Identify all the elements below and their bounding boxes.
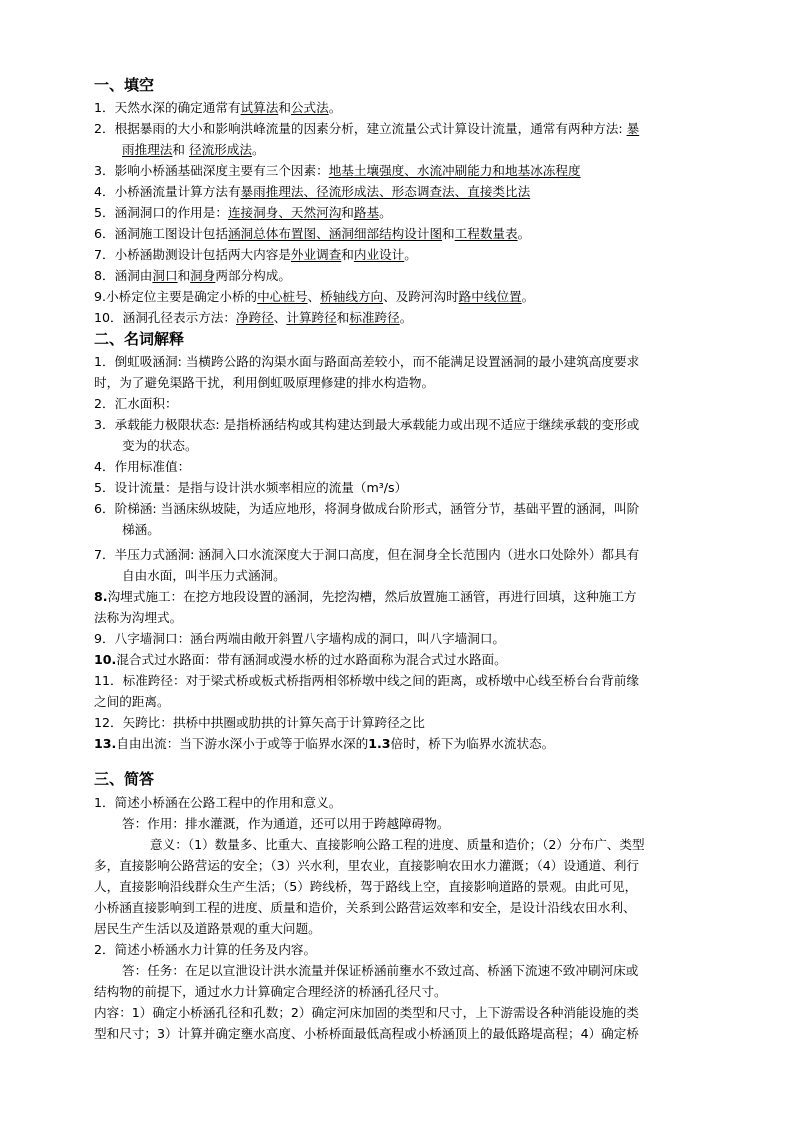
fill-item-5: 5．涵洞洞口的作用是：连接洞身、天然河沟和路基。 bbox=[94, 205, 392, 220]
term-item-13: 13.自由出流：当下游水深小于或等于临界水深的1.3倍时，桥下为临界水流状态。 bbox=[94, 736, 555, 751]
term-item-1-cont: 时，为了避免渠路干扰，利用倒虹吸原理修建的排水构造物。 bbox=[94, 375, 435, 390]
question-1: 1．简述小桥涵在公路工程中的作用和意义。 bbox=[94, 795, 342, 810]
fill-item-3: 3．影响小桥涵基础深度主要有三个因素：地基土壤强度、水流冲刷能力和地基冰冻程度 bbox=[94, 163, 581, 178]
section-short-answer-title: 三、简答 bbox=[94, 770, 155, 788]
answer-1-meaning-cont-4: 居民生产生活以及道路景观的重大问题。 bbox=[94, 921, 321, 936]
term-item-11: 11．标准跨径：对于梁式桥或板式桥指两相邻桥墩中线之间的距离，或桥墩中心线至桥台台背前缘 bbox=[94, 673, 639, 688]
fill-item-1: 1．天然水深的确定通常有试算法和公式法。 bbox=[94, 100, 342, 115]
fill-item-4: 4．小桥涵流量计算方法有暴雨推理法、径流形成法、形态调查法、直接类比法 bbox=[94, 184, 531, 199]
answer-2-content-cont: 型和尺寸；3）计算并确定壅水高度、小桥桥面最低高程或小桥涵顶上的最低路堤高程；4）确定桥 bbox=[94, 1026, 639, 1041]
answer-2-task: 答：任务：在足以宣泄设计洪水流量并保证桥涵前壅水不致过高、桥涵下流速不致冲刷河床或 bbox=[122, 963, 639, 978]
term-item-3-cont: 变为的状态。 bbox=[122, 438, 198, 453]
term-item-12: 12．矢跨比：拱桥中拱圈或肋拱的计算矢高于计算跨径之比 bbox=[94, 715, 425, 730]
term-item-5: 5．设计流量：是指与设计洪水频率相应的流量（m³/s） bbox=[94, 480, 408, 495]
term-item-7-cont: 自由水面，叫半压力式涵洞。 bbox=[122, 568, 286, 583]
term-item-2: 2．汇水面积： bbox=[94, 396, 178, 411]
answer-1-function: 答：作用：排水灌溉，作为通道，还可以用于跨越障碍物。 bbox=[122, 816, 450, 831]
term-item-10: 10.混合式过水路面：带有涵洞或漫水桥的过水路面称为混合式过水路面。 bbox=[94, 652, 507, 667]
term-item-1: 1．倒虹吸涵洞: 当横跨公路的沟渠水面与路面高差较小，而不能满足设置涵洞的最小建筑高度要求 bbox=[94, 354, 640, 369]
answer-2-content: 内容：1）确定小桥涵孔径和孔数；2）确定河床加固的类型和尺寸，上下游需设各种消能设施的类 bbox=[94, 1005, 639, 1020]
answer-1-meaning-cont-2: 人，直接影响沿线群众生产生活；（5）跨线桥，驾于路线上空，直接影响道路的景观。由此可见， bbox=[94, 879, 638, 894]
fill-item-2: 2．根据暴雨的大小和影响洪峰流量的因素分析，建立流量公式计算设计流量，通常有两种方法: 暴 bbox=[94, 121, 640, 136]
fill-item-7: 7．小桥涵勘测设计包括两大内容是外业调查和内业设计。 bbox=[94, 247, 417, 262]
term-item-7: 7．半压力式涵洞: 涵洞入口水流深度大于洞口高度，但在洞身全长范围内（进水口处除外）都具有 bbox=[94, 547, 640, 562]
term-item-4: 4．作用标准值： bbox=[94, 459, 191, 474]
fill-item-10: 10．涵洞孔径表示方法：净跨径、计算跨径和标准跨径。 bbox=[94, 310, 413, 325]
section-terms-title: 二、名词解释 bbox=[94, 330, 185, 348]
term-item-8-cont: 法称为沟埋式。 bbox=[94, 610, 183, 625]
fill-item-9: 9.小桥定位主要是确定小桥的中心桩号、桥轴线方向、及跨河沟时路中线位置。 bbox=[94, 289, 535, 304]
answer-1-meaning-cont-1: 多，直接影响公路营运的安全；（3）兴水利，里农业，直接影响农田水力灌溉；（4）设通道、利行 bbox=[94, 858, 639, 873]
question-2: 2．简述小桥涵水力计算的任务及内容。 bbox=[94, 942, 317, 957]
fill-item-8: 8．涵洞由洞口和洞身两部分构成。 bbox=[94, 268, 291, 283]
answer-2-task-cont: 结构物的前提下，通过水力计算确定合理经济的桥涵孔径尺寸。 bbox=[94, 984, 447, 999]
document-page bbox=[94, 74, 706, 1044]
answer-1-meaning: 意义：（1）数量多、比重大、直接影响公路工程的进度、质量和造价；（2）分布广、类型 bbox=[150, 837, 645, 852]
term-item-11-cont: 之间的距离。 bbox=[94, 694, 170, 709]
answer-1-meaning-cont-3: 小桥涵直接影响到工程的进度、质量和造价，关系到公路营运效率和安全，是设计沿线农田水利、 bbox=[94, 900, 636, 915]
term-item-9: 9．八字墙洞口：涵台两端由敞开斜置八字墙构成的洞口，叫八字墙洞口。 bbox=[94, 631, 506, 646]
term-item-8: 8.沟埋式施工：在挖方地段设置的涵洞，先挖沟槽，然后放置施工涵管，再进行回填，这种施工方 bbox=[94, 589, 637, 604]
term-item-6-cont: 梯涵。 bbox=[122, 522, 160, 537]
term-item-6: 6．阶梯涵: 当涵床纵坡陡，为适应地形，将洞身做成台阶形式，涵管分节，基础平置的涵洞，叫阶 bbox=[94, 501, 640, 516]
fill-item-6: 6．涵洞施工图设计包括涵洞总体布置图、涵洞细部结构设计图和工程数量表。 bbox=[94, 226, 531, 241]
fill-item-2-cont: 雨推理法和 径流形成法。 bbox=[122, 142, 265, 157]
term-item-3: 3．承载能力极限状态: 是指桥涵结构或其构建达到最大承载能力或出现不适应于继续承载的变形或 bbox=[94, 417, 640, 432]
section-fill-in-title: 一、填空 bbox=[94, 76, 155, 94]
